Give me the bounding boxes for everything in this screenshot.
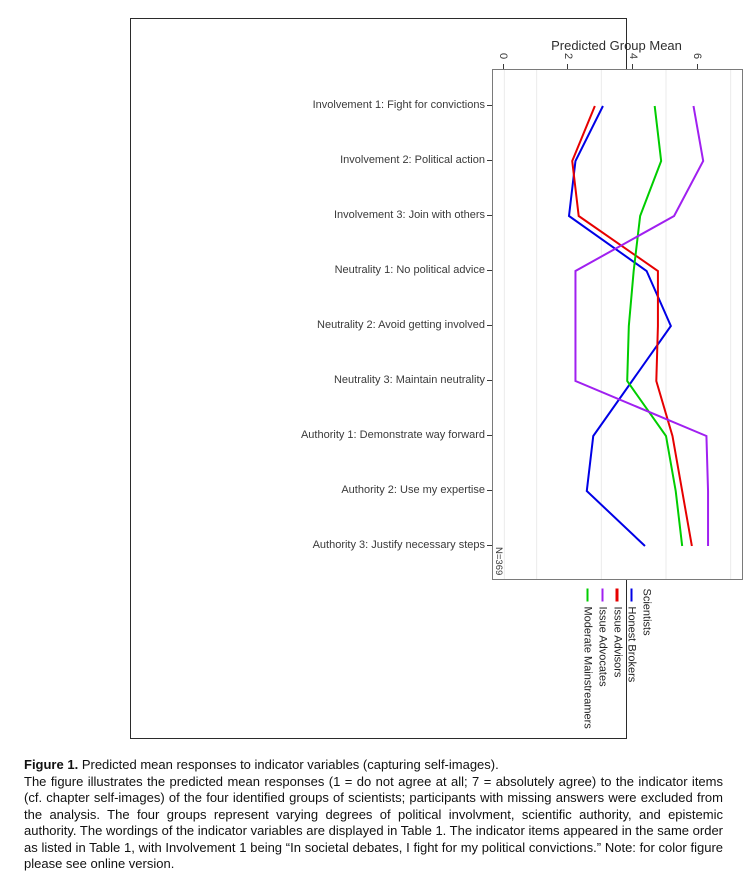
profile-plot	[492, 69, 743, 580]
x-axis-tick-label: 0	[497, 52, 510, 60]
category-label: Neutrality 1: No political advice	[334, 264, 485, 276]
sample-size-label: N=369	[493, 547, 504, 576]
series-line-honest-brokers	[569, 106, 671, 546]
category-label: Involvement 1: Fight for convictions	[312, 99, 485, 111]
x-axis-tick-label: 2	[561, 52, 574, 60]
category-label: Neutrality 2: Avoid getting involved	[317, 319, 485, 331]
category-label: Involvement 2: Political action	[340, 154, 485, 166]
legend-item	[624, 589, 639, 761]
legend-item-label: Moderate Mainstreamers	[581, 606, 594, 729]
legend-item-label: Honest Brokers	[625, 606, 638, 683]
category-label: Authority 3: Justify necessary steps	[312, 539, 485, 551]
x-axis-tick-label: 6	[691, 52, 704, 60]
caption-body: The figure illustrates the predicted mean responses (1 = do not agree at all; 7 = absolutely agree) to the indicator items (cf. chapter self-images) of the four identified groups of scientists; participants with missing answers were excluded from the analysis. The four groups represent varying degrees of political involvment, scientific authority, and epistemic authority. The wordings of the indicator variables are displayed in Table 1. The indicator items appeared in the same order as listed in Table 1, with Involvement 1 being “In societal debates, I fight for my political convictions.” Note: for color figure please see online version.	[24, 773, 723, 871]
legend-item-label: Issue Advocates	[596, 606, 609, 687]
legend-swatch	[631, 589, 633, 602]
legend-item	[595, 589, 610, 761]
caption-title-line	[24, 757, 723, 774]
series-line-moderate-mainstreamers	[627, 106, 682, 546]
x-axis-title: Predicted Group Mean	[551, 38, 682, 53]
category-label: Involvement 3: Join with others	[333, 209, 485, 221]
legend-title: Scientists	[640, 588, 653, 636]
legend-item-label: Issue Advisors	[611, 606, 624, 678]
legend-item	[610, 589, 625, 761]
legend	[581, 589, 654, 761]
figure-caption	[24, 757, 723, 873]
legend-swatch	[587, 589, 589, 602]
caption-title-text: Predicted mean responses to indicator variables (capturing self-images).	[81, 757, 499, 772]
legend-item	[581, 589, 596, 761]
figure-border	[130, 18, 704, 739]
category-label: Authority 1: Demonstrate way forward	[300, 429, 485, 441]
legend-swatch	[616, 589, 618, 602]
caption-label: Figure 1.	[24, 757, 79, 772]
category-label: Neutrality 3: Maintain neutrality	[333, 374, 485, 386]
x-axis-tick-label: 4	[626, 52, 639, 60]
series-line-issue-advocates	[575, 106, 708, 546]
legend-swatch	[601, 589, 603, 602]
category-label: Authority 2: Use my expertise	[341, 484, 485, 496]
